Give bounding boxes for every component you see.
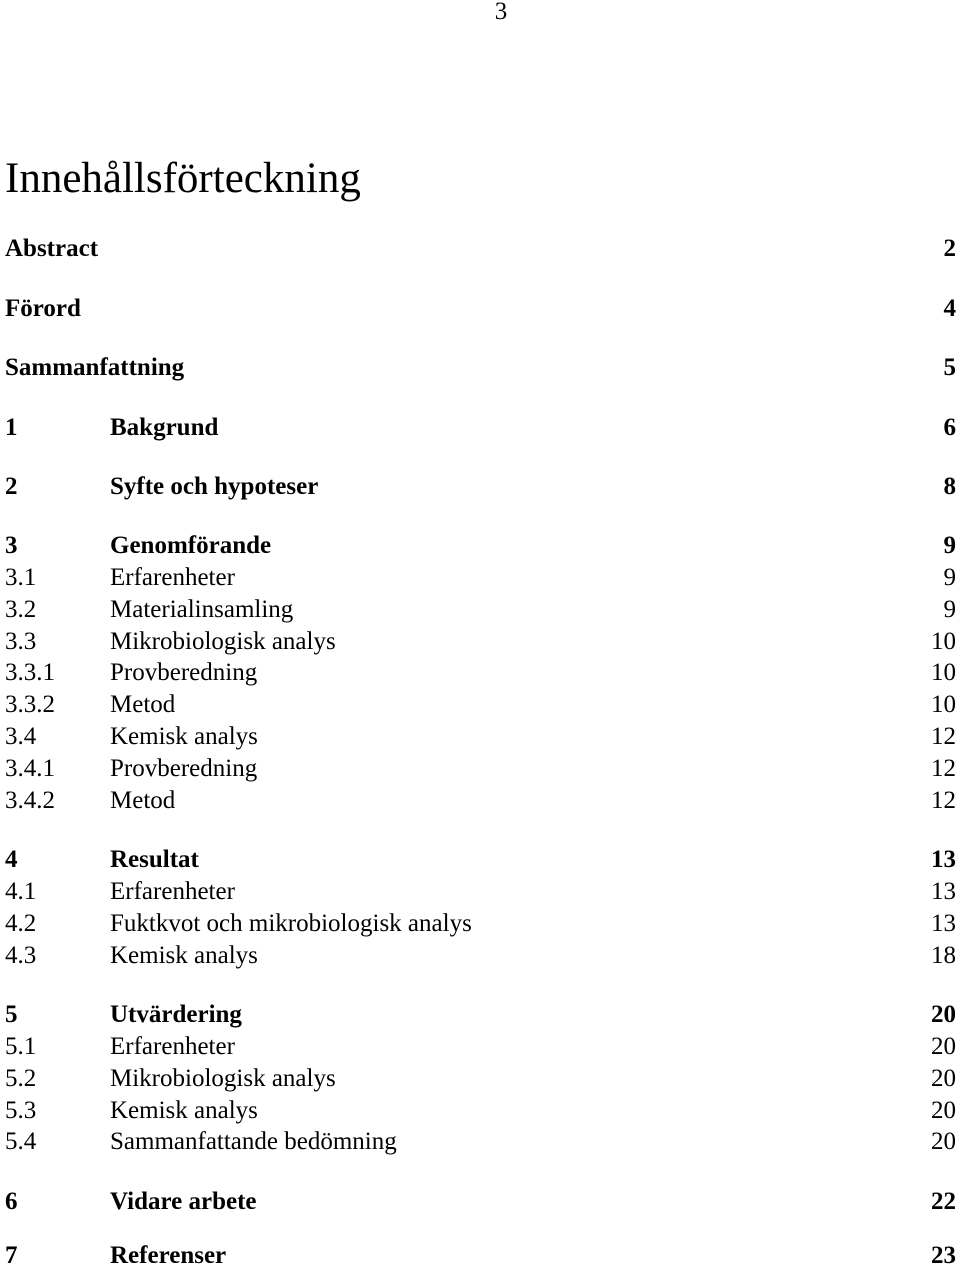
toc-entry-4-2[interactable]	[0, 908, 960, 940]
toc-entry-label: Sammanfattning	[5, 354, 185, 381]
toc-entry-label: Kemisk analys	[110, 1097, 258, 1124]
toc-entry-label: Kemisk analys	[110, 723, 258, 750]
toc-entry-label: Genomförande	[110, 532, 272, 559]
toc-entry-1[interactable]	[0, 412, 960, 444]
toc-entry-label: Utvärdering	[110, 1001, 242, 1028]
toc-entry-page: 10	[931, 628, 956, 655]
toc-entry-number: 3.4.1	[5, 755, 55, 782]
toc-entry-3-3-1[interactable]	[0, 657, 960, 689]
toc-entry-label: Kemisk analys	[110, 942, 258, 969]
toc-entry-5-2[interactable]	[0, 1063, 960, 1095]
toc-entry-page: 9	[943, 532, 956, 559]
toc-entry-number: 5.1	[5, 1033, 37, 1060]
toc-entry-page: 12	[931, 787, 956, 814]
toc-entry-3-4-1[interactable]	[0, 753, 960, 785]
toc-entry-page: 12	[931, 755, 956, 782]
toc-entry-label: Erfarenheter	[110, 878, 235, 905]
toc-entry-label: Fuktkvot och mikrobiologisk analys	[110, 910, 472, 937]
toc-entry-number: 3.3.2	[5, 691, 55, 718]
toc-entry-label: Syfte och hypoteser	[110, 473, 319, 500]
toc-entry-label: Provberedning	[110, 659, 258, 686]
toc-entry-label: Metod	[110, 691, 176, 718]
toc-entry-5-3[interactable]	[0, 1095, 960, 1127]
toc-entry-number: 3.1	[5, 564, 37, 591]
toc-entry-number: 5.4	[5, 1128, 37, 1155]
toc-entry-number: 5.2	[5, 1065, 37, 1092]
toc-entry-abstract[interactable]	[0, 233, 960, 265]
toc-entry-2[interactable]	[0, 471, 960, 503]
toc-entry-number: 4.1	[5, 878, 37, 905]
toc-entry-number: 5	[5, 1001, 18, 1028]
toc-entry-page: 10	[931, 691, 956, 718]
toc-entry-page: 12	[931, 723, 956, 750]
toc-entry-number: 3.4.2	[5, 787, 55, 814]
toc-entry-label: Erfarenheter	[110, 1033, 235, 1060]
toc-entry-label: Sammanfattande bedömning	[110, 1128, 397, 1155]
toc-entry-forord[interactable]	[0, 293, 960, 325]
toc-entry-label: Referenser	[110, 1242, 227, 1269]
toc-entry-label: Resultat	[110, 846, 199, 873]
toc-entry-page: 20	[931, 1065, 956, 1092]
toc-entry-number: 1	[5, 414, 18, 441]
toc-entry-number: 3.3.1	[5, 659, 55, 686]
toc-entry-page: 22	[931, 1188, 956, 1215]
toc-entry-page: 20	[931, 1128, 956, 1155]
toc-entry-3-1[interactable]	[0, 562, 960, 594]
toc-entry-page: 10	[931, 659, 956, 686]
toc-entry-page: 23	[931, 1242, 956, 1269]
toc-entry-number: 4.3	[5, 942, 37, 969]
toc-entry-page: 5	[943, 354, 956, 381]
toc-entry-label: Abstract	[5, 235, 99, 262]
toc-entry-page: 9	[943, 596, 956, 623]
toc-entry-page: 20	[931, 1033, 956, 1060]
toc-entry-number: 2	[5, 473, 18, 500]
toc-entry-page: 13	[931, 846, 956, 873]
toc-entry-label: Materialinsamling	[110, 596, 294, 623]
toc-entry-3-3[interactable]	[0, 626, 960, 658]
toc-entry-3-2[interactable]	[0, 594, 960, 626]
toc-entry-page: 13	[931, 910, 956, 937]
toc-entry-label: Bakgrund	[110, 414, 219, 441]
toc-entry-4[interactable]	[0, 844, 960, 876]
toc-entry-page: 20	[931, 1001, 956, 1028]
toc-entry-page: 13	[931, 878, 956, 905]
toc-entry-page: 9	[943, 564, 956, 591]
toc-entry-label: Mikrobiologisk analys	[110, 628, 336, 655]
toc-entry-number: 3.2	[5, 596, 37, 623]
toc-entry-4-1[interactable]	[0, 876, 960, 908]
toc-entry-number: 7	[5, 1242, 18, 1269]
toc-title: Innehållsförteckning	[5, 155, 361, 202]
page-number: 3	[494, 0, 508, 25]
toc-entry-number: 4.2	[5, 910, 37, 937]
toc-entry-3-4[interactable]	[0, 721, 960, 753]
toc-entry-number: 3	[5, 532, 18, 559]
toc-entry-page: 18	[931, 942, 956, 969]
toc-entry-5-4[interactable]	[0, 1126, 960, 1158]
toc-entry-label: Mikrobiologisk analys	[110, 1065, 336, 1092]
toc-entry-3[interactable]	[0, 530, 960, 562]
toc-entry-number: 3.4	[5, 723, 37, 750]
toc-entry-3-4-2[interactable]	[0, 785, 960, 817]
toc-entry-5-1[interactable]	[0, 1031, 960, 1063]
toc-entry-sammanfattning[interactable]	[0, 352, 960, 384]
toc-entry-7[interactable]	[0, 1240, 960, 1272]
toc-entry-label: Förord	[5, 295, 81, 322]
toc-entry-6[interactable]	[0, 1186, 960, 1218]
toc-entry-5[interactable]	[0, 999, 960, 1031]
toc-entry-page: 8	[943, 473, 956, 500]
toc-entry-number: 6	[5, 1188, 18, 1215]
toc-entry-page: 4	[943, 295, 956, 322]
toc-entry-label: Metod	[110, 787, 176, 814]
toc-entry-number: 5.3	[5, 1097, 37, 1124]
toc-entry-4-3[interactable]	[0, 940, 960, 972]
toc-entry-number: 4	[5, 846, 18, 873]
toc-entry-page: 20	[931, 1097, 956, 1124]
toc-entry-3-3-2[interactable]	[0, 689, 960, 721]
toc-entry-label: Erfarenheter	[110, 564, 235, 591]
toc-entry-page: 6	[943, 414, 956, 441]
toc-entry-label: Vidare arbete	[110, 1188, 257, 1215]
toc-entry-page: 2	[943, 235, 956, 262]
toc-entry-number: 3.3	[5, 628, 37, 655]
toc-entry-label: Provberedning	[110, 755, 258, 782]
